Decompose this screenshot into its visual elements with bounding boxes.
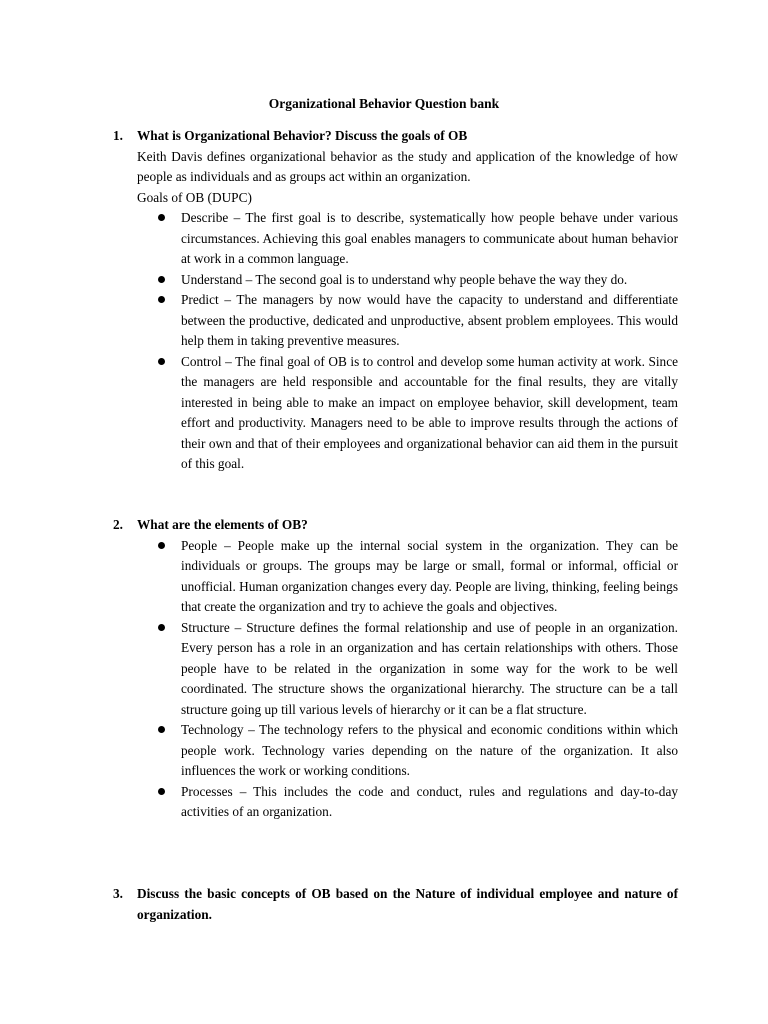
list-item-text: Technology – The technology refers to the physical and economic conditions within which people work. Technology varies depending on the nature of the organization. It also influences the work or working conditions. xyxy=(181,722,678,778)
question-body xyxy=(137,536,678,823)
list-item xyxy=(137,352,678,475)
bullet-icon xyxy=(137,536,181,618)
elements-list xyxy=(137,536,678,823)
list-item-text: Understand – The second goal is to understand why people behave the way they do. xyxy=(181,271,628,287)
bullet-icon xyxy=(137,782,181,823)
question-text: What are the elements of OB? xyxy=(137,517,308,532)
list-item-text: Control – The final goal of OB is to control and develop some human activity at work. Since the managers are held responsible and accountable for the final results, they are vitally interested in being able to make an impact on employee behavior, skill development, team effort and productivity. Managers need to be able to improve results through the actions of their own and that of their employees and organizational behavior can aid them in the pursuit of this goal. xyxy=(181,353,678,471)
question-heading xyxy=(113,126,678,147)
goals-subheading: Goals of OB (DUPC) xyxy=(137,189,252,205)
list-item xyxy=(137,720,678,782)
list-item-text: People – People make up the internal social system in the organization. They can be individuals or groups. The groups may be large or small, formal or informal, official or unofficial. Human organization changes every day. People are living, thinking, feeling beings that create the organization and try to achieve the goals and objectives. xyxy=(181,537,678,614)
list-item xyxy=(137,208,678,270)
intro-paragraph: Keith Davis defines organizational behavior as the study and application of the knowledge of how people as individuals and as groups act within an organization. xyxy=(137,148,678,184)
bullet-icon xyxy=(137,208,181,270)
goals-list xyxy=(137,208,678,475)
bullet-icon xyxy=(137,290,181,352)
question-2 xyxy=(113,515,678,823)
question-body xyxy=(137,147,678,475)
list-item-text: Processes – This includes the code and conduct, rules and regulations and day-to-day activities of an organization. xyxy=(181,783,678,819)
bullet-icon xyxy=(137,352,181,475)
list-item xyxy=(137,270,678,291)
document-title: Organizational Behavior Question bank xyxy=(268,96,500,111)
question-1 xyxy=(113,126,678,475)
question-number: 2. xyxy=(113,517,123,532)
list-item-text: Predict – The managers by now would have the capacity to understand and differentiate between the productive, dedicated and unproductive, absent problem employees. This would help them in taking preventive measures. xyxy=(181,292,678,348)
list-item xyxy=(137,618,678,721)
question-text: What is Organizational Behavior? Discuss the goals of OB xyxy=(137,128,468,143)
bullet-icon xyxy=(137,618,181,721)
list-item xyxy=(137,782,678,823)
bullet-icon xyxy=(137,270,181,291)
list-item-text: Structure – Structure defines the formal relationship and use of people in an organization. Every person has a role in an organization and has certain relationships with others. Those people have to be related in the organization in some way for the work to be well coordinated. The structure shows the organizational hierarchy. The structure can be a tall structure going up till various levels of hierarchy or it can be a flat structure. xyxy=(181,619,678,717)
question-3 xyxy=(113,884,678,925)
list-item-text: Describe – The first goal is to describe, systematically how people behave under various circumstances. Achieving this goal enables managers to communicate about human behavior at work in a common language. xyxy=(181,210,678,266)
question-number: 1. xyxy=(113,128,123,143)
question-heading xyxy=(113,515,678,536)
bullet-icon xyxy=(137,720,181,782)
list-item xyxy=(137,536,678,618)
list-item xyxy=(137,290,678,352)
question-text: Discuss the basic concepts of OB based on the Nature of individual employee and nature of organization. xyxy=(137,886,678,922)
question-heading xyxy=(113,884,678,925)
question-number: 3. xyxy=(113,886,123,901)
